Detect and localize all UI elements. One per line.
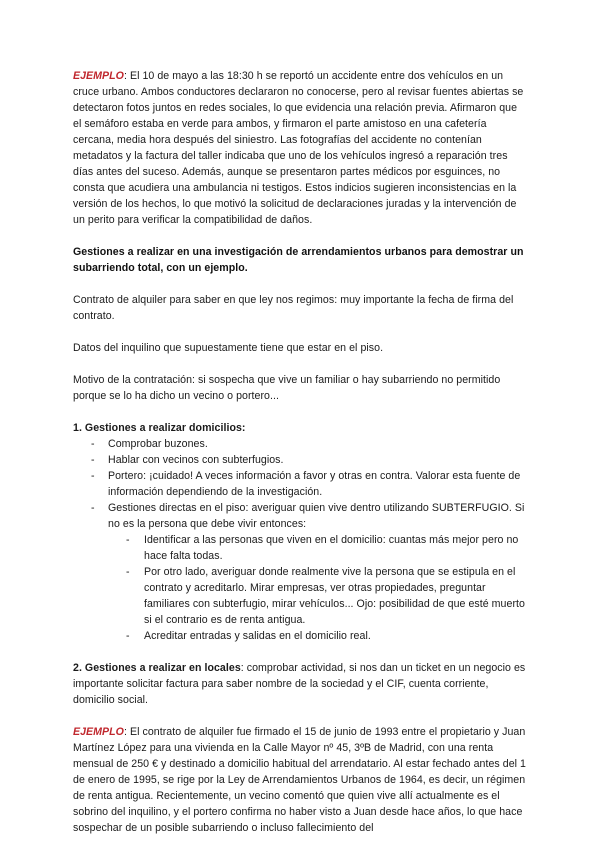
example-label: EJEMPLO — [73, 726, 124, 738]
paragraph-datos-inquilino: Datos del inquilino que supuestamente tiene que estar en el piso. — [73, 342, 384, 354]
list-item: - Hablar con vecinos con subterfugios. — [108, 452, 528, 468]
paragraph-motivo: Motivo de la contratación: si sospecha que vive un familiar o hay subarriendo no permitido porque se lo ha dicho un vecino o portero... — [73, 374, 501, 402]
paragraph-contrato: Contrato de alquiler para saber en que ley nos regimos: muy importante la fecha de firma del contrato. — [73, 294, 514, 322]
section-1-list — [73, 436, 528, 644]
section-1-title: 1. Gestiones a realizar domicilios: — [73, 422, 246, 434]
list-item: - Comprobar buzones. — [108, 436, 528, 452]
list-item — [108, 500, 528, 644]
section-heading: Gestiones a realizar en una investigación de arrendamientos urbanos para demostrar un subarriendo total, con un ejemplo. — [73, 246, 524, 274]
list-item-text: Gestiones directas en el piso: averiguar quien vive dentro utilizando SUBTERFUGIO. Si no es la persona que debe vivir entonces: — [108, 502, 525, 530]
section-2-text: : comprobar actividad, si nos dan un ticket en un negocio es importante solicitar factura para saber nombre de la sociedad y el CIF, cuenta corriente, domicilio social. — [73, 662, 526, 706]
sublist-item: - Por otro lado, averiguar donde realmente vive la persona que se estipula en el contrato y acreditarlo. Mirar empresas, ver otras propiedades, preguntar familiares con subterfugio, mirar vehículos... Ojo: posibilidad de que esté muerto si el contrario es de renta antigua. — [144, 564, 528, 628]
document-page — [73, 68, 528, 836]
example-text: : El contrato de alquiler fue firmado el 15 de junio de 1993 entre el propietario y Juan Martínez López para una vivienda en la Calle Mayor nº 45, 3ºB de Madrid, con una renta mensual de 250 € y destinado a domicilio habitual del arrendatario. Al estar fechado antes del 1 de enero de 1995, se rige por la Ley de Arrendamientos Urbanos de 1964, es decir, un régimen de renta antigua. Recientemente, un vecino comentó que quien vive allí actualmente es el sobrino del inquilino, y el portero confirma no haber visto a Juan desde hace años, lo que hace sospechar de un posible subarriendo o incluso fallecimiento del — [73, 726, 526, 834]
example-label: EJEMPLO — [73, 70, 124, 82]
section-1-sublist — [108, 532, 528, 644]
sublist-item: - Acreditar entradas y salidas en el domicilio real. — [144, 628, 528, 644]
example-paragraph-1 — [73, 68, 528, 228]
section-2-paragraph — [73, 660, 528, 708]
example-text: : El 10 de mayo a las 18:30 h se reportó un accidente entre dos vehículos en un cruce urbano. Ambos conductores declararon no conocerse, pero al revisar fuentes abiertas se detectaron fotos juntos en redes sociales, lo que evidencia una relación previa. Afirmaron que el semáforo estaba en verde para ambos, y firmaron el parte amistoso en una cafetería cercana, media hora después del siniestro. Las fotografías del accidente no contenían metadatos y la factura del taller indicaba que uno de los vehículos ingresó a reparación tres días antes del suceso. Además, aunque se presentaron partes médicos por esguinces, no consta que acudiera una ambulancia ni testigos. Estos indicios sugieren inconsistencias en la versión de los hechos, lo que motivó la solicitud de declaraciones juradas y la intervención de un perito para verificar la compatibilidad de daños. — [73, 70, 524, 226]
example-paragraph-2 — [73, 724, 528, 836]
sublist-item: - Identificar a las personas que viven en el domicilio: cuantas más mejor pero no hace falta todas. — [144, 532, 528, 564]
section-2-title: 2. Gestiones a realizar en locales — [73, 662, 241, 674]
list-item: - Portero: ¡cuidado! A veces información a favor y otras en contra. Valorar esta fuente de información dependiendo de la investigación. — [108, 468, 528, 500]
